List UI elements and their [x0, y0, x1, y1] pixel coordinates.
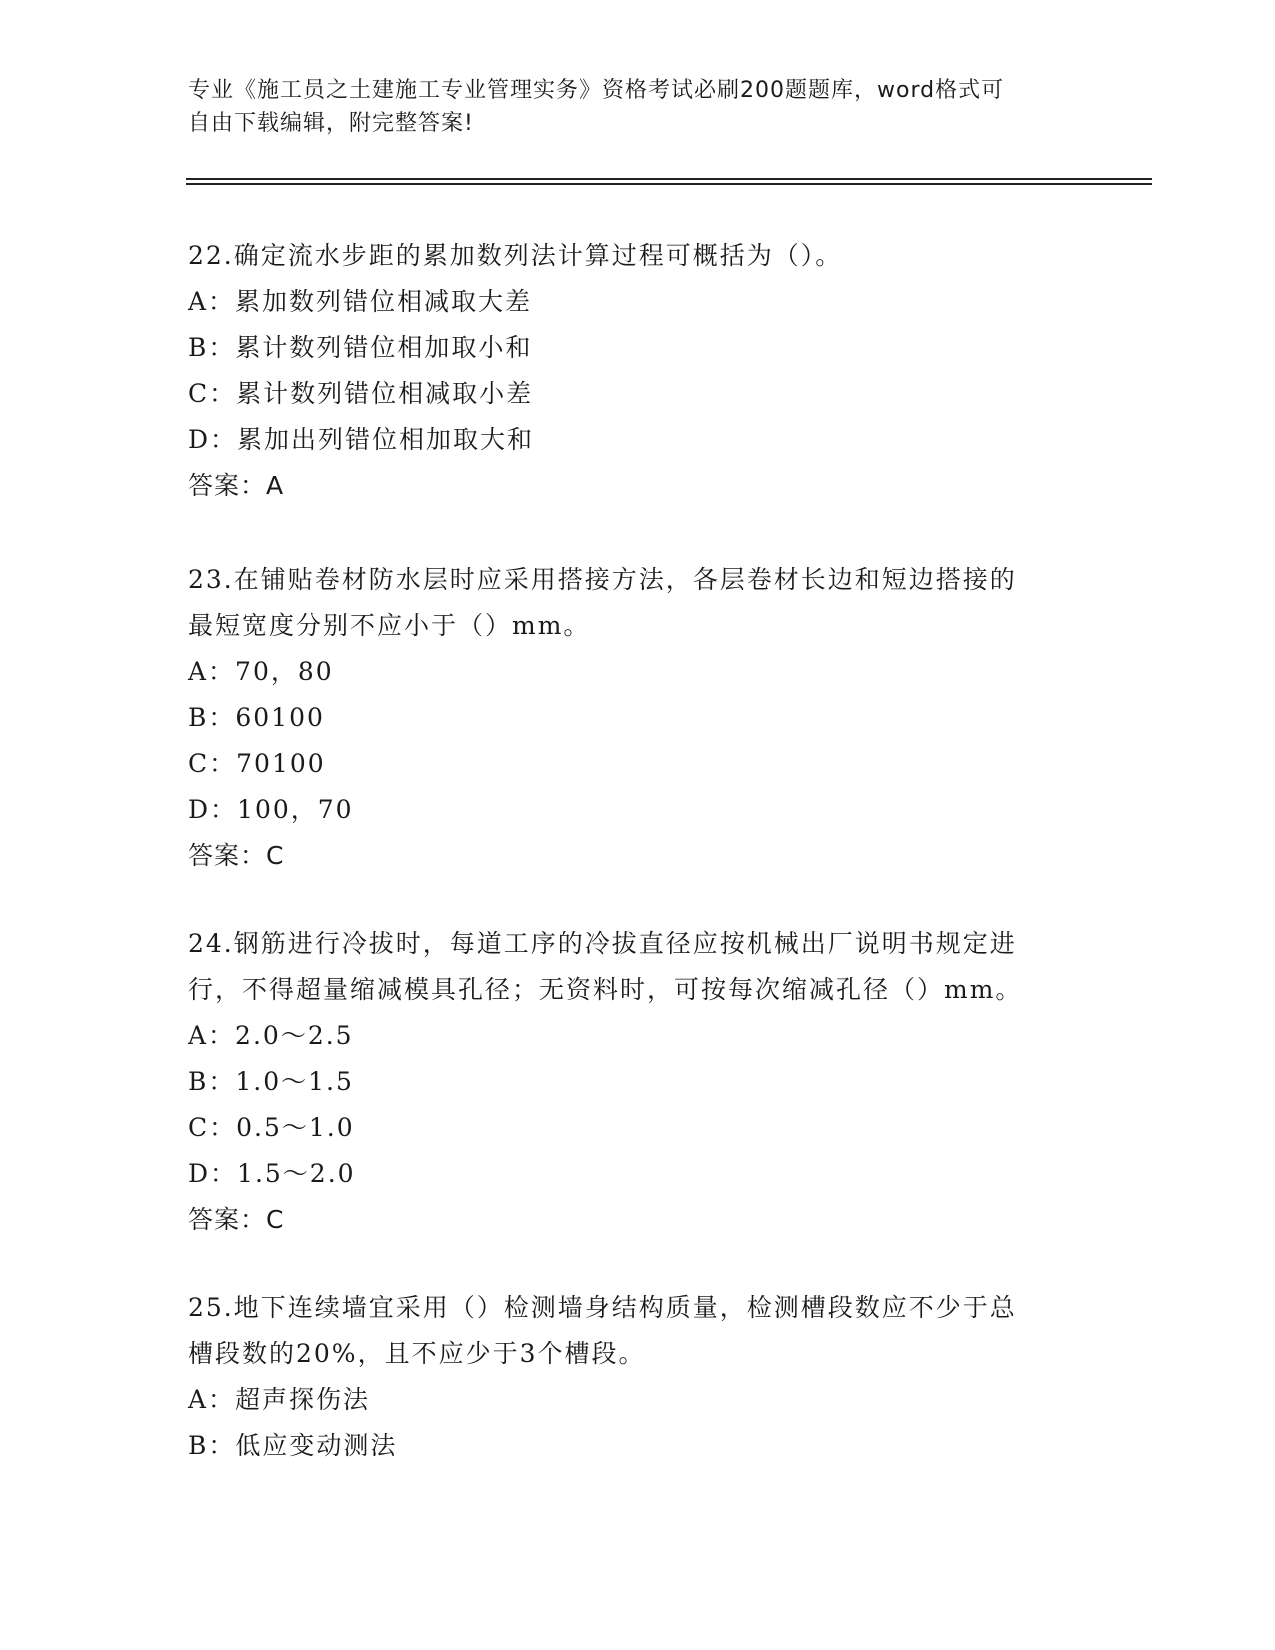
- question-22: [188, 233, 1088, 509]
- option-c: C：70100: [188, 749, 326, 778]
- option-b: B：60100: [188, 703, 325, 732]
- question-25: [188, 1285, 1088, 1469]
- answer: 答案：C: [188, 841, 285, 870]
- header-line-2: 自由下载编辑，附完整答案!: [188, 111, 474, 136]
- question-stem-line-1: 23.在铺贴卷材防水层时应采用搭接方法，各层卷材长边和短边搭接的: [188, 565, 1017, 594]
- option-a: A：2.0～2.5: [188, 1021, 354, 1050]
- option-b: B：低应变动测法: [188, 1431, 398, 1460]
- option-c: C：累计数列错位相减取小差: [188, 379, 534, 408]
- option-a: A：累加数列错位相减取大差: [188, 287, 533, 316]
- question-stem-line-2: 行，不得超量缩减模具孔径；无资料时，可按每次缩减孔径（）mm。: [188, 975, 1023, 1004]
- question-stem: 22.确定流水步距的累加数列法计算过程可概括为（）。: [188, 241, 843, 270]
- document-header: [188, 74, 1088, 140]
- question-stem-line-1: 24.钢筋进行冷拔时，每道工序的冷拔直径应按机械出厂说明书规定进: [188, 929, 1017, 958]
- option-d: D：1.5～2.0: [188, 1159, 356, 1188]
- header-divider-bottom: [186, 183, 1152, 185]
- option-b: B：累计数列错位相加取小和: [188, 333, 533, 362]
- option-c: C：0.5～1.0: [188, 1113, 355, 1142]
- header-divider-top: [186, 178, 1152, 180]
- answer: 答案：C: [188, 1205, 285, 1234]
- option-a: A：超声探伤法: [188, 1385, 371, 1414]
- answer: 答案：A: [188, 471, 285, 500]
- question-23: [188, 557, 1088, 879]
- option-a: A：70，80: [188, 657, 334, 686]
- question-stem-line-2: 最短宽度分别不应小于（）mm。: [188, 611, 591, 640]
- header-line-1: 专业《施工员之土建施工专业管理实务》资格考试必刷200题题库，word格式可: [188, 78, 1005, 103]
- question-stem-line-2: 槽段数的20%，且不应少于3个槽段。: [188, 1339, 646, 1368]
- option-b: B：1.0～1.5: [188, 1067, 354, 1096]
- question-stem-line-1: 25.地下连续墙宜采用（）检测墙身结构质量，检测槽段数应不少于总: [188, 1293, 1017, 1322]
- option-d: D：100，70: [188, 795, 354, 824]
- question-24: [188, 921, 1088, 1243]
- option-d: D：累加出列错位相加取大和: [188, 425, 535, 454]
